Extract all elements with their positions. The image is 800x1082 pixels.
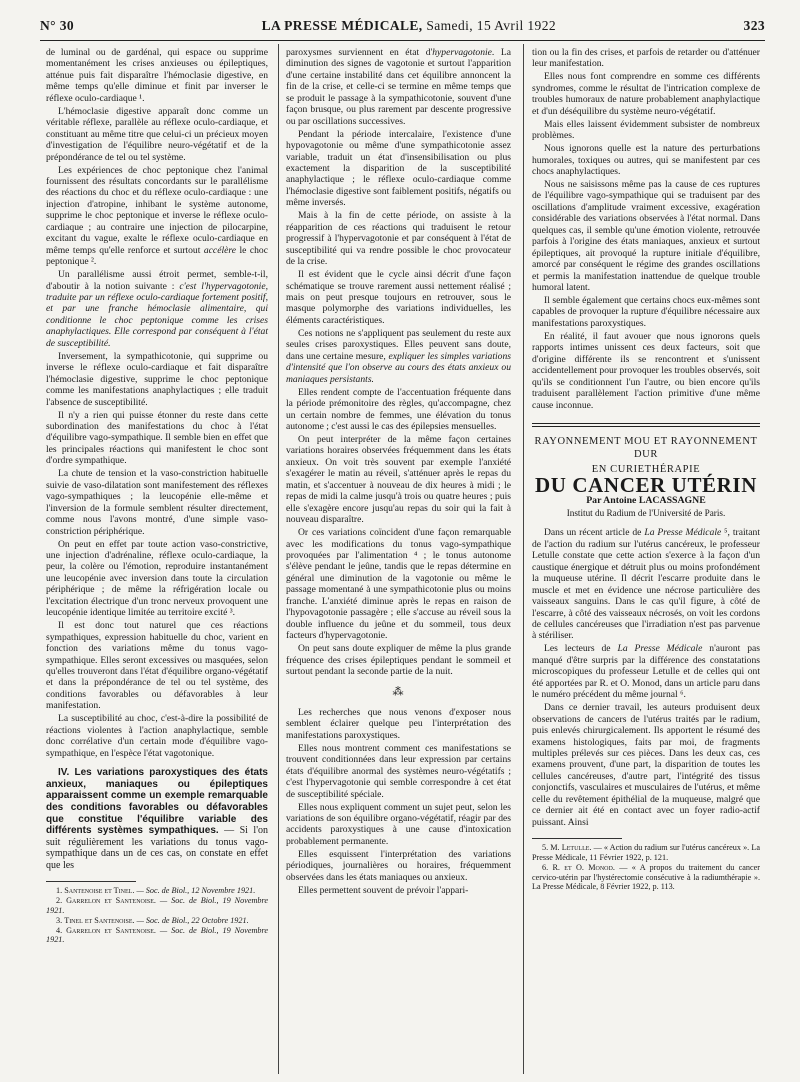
article-author: Par Antoine LACASSAGNE <box>586 495 706 506</box>
paragraph: Nous ne saisissons même pas la cause de ces ruptures de l'équilibre vago-sympathique qui se traduisent par des oscillations d'amplitude vraiment excessive, exagération considérable des variations observées à l'état normal. Dans quelques cas, il semble qu'une émotion violente, retrouvée parfois à l'origine des états maniaques, anxieux et surtout épileptiques, ait provoqué la rupture initiale d'équilibre, amorcé par conséquent le régime des grandes oscillations et permis la manifestation inattendue de quelque trouble humoral latent. <box>532 178 760 294</box>
footnote-rule <box>46 881 136 882</box>
column-divider <box>523 44 524 1074</box>
paragraph: On peut interpréter de la même façon certaines variations horaires observées fréquemment dans les états anxieux. On voit très souvent par exemple l'anxiété s'exagérer le matin au réveil, s'atténuer après le repas du matin, et s'accentuer à nouveau de dix heures à midi ; le repas de midi la calme jusqu'à trois ou quatre heures ; puis elle s'exagère encore jusqu'au repas du soir qui la fait à nouveau disparaître. <box>286 433 511 526</box>
footnote: 4. Garrelon et Santenoise. — Soc. de Biol., 19 Novembre 1921. <box>46 925 268 945</box>
paragraph: On peut sans doute expliquer de même la plus grande fréquence des crises épileptiques pendant le sommeil et surtout pendant la seconde partie de la nuit. <box>286 643 511 678</box>
paragraph: Il est donc tout naturel que ces réactions sympathiques, expression habituelle du choc, varient en fonction des variations même du tonus vago-sympathique. Elles seront excessives ou masquées, selon qu'elles trouveront dans l'état d'équilibre organo-végétatif et dans la prépondérance de tel ou tel système, des conditions favorables ou défavorables à leur manifestation. <box>46 620 268 712</box>
paragraph: Elles esquissent l'interprétation des variations périodiques, journalières ou horaires, fréquemment observées dans les états maniaques ou anxieux. <box>286 848 511 883</box>
footnote: 6. R. et O. Monod. — « A propos du traitement du cancer cervico-utérin par l'hystérectomie consécutive à la radiumthérapie ». La Presse Médicale, 8 Février 1922, p. 113. <box>532 862 760 892</box>
section-separator: ⁂ <box>392 686 405 699</box>
paragraph: Elles nous font comprendre en somme ces différents syndromes, comme le résultat de l'intrication complexe de troubles humoraux de nature probablement anaphylactique et d'un déséquilibre du système neuro-végétatif. <box>532 71 760 117</box>
paragraph: On peut en effet par toute action vaso-constrictive, une injection d'adrénaline, réflexe oculo-cardiaque, la peur, la colère ou l'émotion, reproduire instantanément une leucopénie avec inversion dans toute la circulation périphérique ; de même la réfrigération locale ou l'excitation électrique d'un tronc nerveux provoquent une leucopénie identique limitée au territoire excité ³. <box>46 538 268 619</box>
paragraph: En réalité, il faut avouer que nous ignorons quels rapports intimes unissent ces deux facteurs, soit que d'origine différente ils se rencontrent et s'unissent accidentellement pour provoquer les troubles observés, soit qu'ils se conditionnent l'un l'autre, ou bien encore qu'ils traduisent parallèlement l'action primitive d'une même cause inconnue. <box>532 330 760 411</box>
paragraph: Pendant la période intercalaire, l'existence d'une hypovagotonie ou même d'une sympathicotonie assez variable, traduit un état d'insensibilisation ou plus exactement la disparition de la susceptibilité anaphylactique ; le réflexe oculo-cardiaque comme l'hémoclasie digestive sont faiblement positifs, négatifs ou même inversés. <box>286 128 511 209</box>
section-heading: IV. Les variations paroxystiques des états anxieux, maniaques ou épileptiques apparaissent comme un exemple remarquable des conditions favorables ou défavorables que constitue l'équilibre variable des différents systèmes sympathiques. — Si l'on suit régulièrement les variations du tonus vago-sympathique dans un de ces cas, on constate en effet que les <box>46 767 268 871</box>
article-separator <box>532 423 760 427</box>
paragraph: Les recherches que nous venons d'exposer nous semblent éclairer quelque peu l'interprétation des manifestations paroxystiques. <box>286 706 511 741</box>
footnote-rule <box>532 838 622 839</box>
paragraph: Les expériences de choc peptonique chez l'animal fournissent des résultats concordants sur le parallélisme des réactions du choc et du réflexe oculo-cardiaque : une injection d'atropine, inhibant le système autonome, supprime le choc peptonique et inverse le réflexe oculo-cardiaque ; au contraire une injection de pilocarpine, excitant du vague, exalte le réflexe oculo-cardiaque en même temps qu'elle renforce et surtout accélère le choc peptonique ². <box>46 164 268 268</box>
author-institution: Institut du Radium de l'Université de Paris. <box>566 507 726 518</box>
journal-title <box>262 18 556 34</box>
paragraph: Mais elles laissent évidemment subsister de nombreux problèmes. <box>532 118 760 142</box>
paragraph: La susceptibilité au choc, c'est-à-dire la possibilité de réactions violentes à l'action anaphylactique, semble donc corrélative d'un certain mode d'équilibre vago-sympathique, en l'espèce l'état vagotonique. <box>46 713 268 759</box>
paragraph: Inversement, la sympathicotonie, qui supprime ou inverse le réflexe oculo-cardiaque et fait disparaître l'hémoclasie digestive, supprime le choc peptonique comme les manifestations anaphylactiques ; elle traduit l'absence de susceptibilité. <box>46 350 268 408</box>
article-title: DU CANCER UTÉRIN <box>535 472 757 497</box>
paragraph: Mais à la fin de cette période, on assiste à la réapparition de ces réactions qui traduisent le retour progressif à l'hypervagotonie et par conséquent à l'état de susceptibilité qui va rendre possible le choc provocateur de la crise. <box>286 210 511 268</box>
column-divider <box>278 44 279 1074</box>
article-subtitle: RAYONNEMENT MOU ET RAYONNEMENT DUR <box>534 436 758 461</box>
issue-date: Samedi, 15 Avril 1922 <box>426 18 557 33</box>
footnote: 3. Tinel et Santenoise. — Soc. de Biol., 22 Octobre 1921. <box>56 915 249 925</box>
paragraph: de luminal ou de gardénal, qui espace ou supprime momentanément les crises anxieuses ou épileptiques, atténue puis fait disparaître l'hémoclasie digestive, en même temps qu'elle diminue et finit par inverser le réflexe oculo-cardiaque ¹. <box>46 47 268 104</box>
paragraph: La chute de tension et la vaso-constriction habituelle suivie de vaso-dilatation sont manifestement des réflexes vago-sympathiques ; la leucopénie elle-même et l'inversion de la formule semblent résulter directement, comme nous l'avons montré, d'une simple vaso-constriction périphérique. <box>46 468 268 537</box>
page-number: 323 <box>743 18 765 33</box>
paragraph: Il semble également que certains chocs eux-mêmes sont capables de provoquer la rupture d'équilibre nécessaire aux manifestations paroxystiques. <box>532 295 760 329</box>
paragraph: Elles permettent souvent de prévoir l'appari- <box>298 884 469 896</box>
footnote: 2. Garrelon et Santenoise. — Soc. de Biol., 19 Novembre 1921. <box>46 896 268 916</box>
column-2 <box>286 47 511 898</box>
column-3 <box>532 47 760 892</box>
paragraph: paroxysmes surviennent en état d'hypervagotonie. La diminution des signes de vagotonie et surtout l'apparition d'une certaine instabilité dans cet équilibre annoncent la fin de la crise, et celle-ci se termine en même temps que se produit le passage à la sympathicotonie, souvent d'une façon brusque, ou plus rarement par descente progressive ou par oscillations successives. <box>286 47 511 127</box>
paragraph: Elles nous montrent comment ces manifestations se trouvent conditionnées dans leur expression par certains états d'équilibre anormal des systèmes neuro-végétatifs ; c'est l'hypervagotonie qui semble correspondre à cet état de susceptibilité spéciale. <box>286 742 511 800</box>
issue-number: N° 30 <box>40 18 75 33</box>
page-header <box>40 8 765 34</box>
article-subtitle: EN CURIETHÉRAPIE <box>591 463 701 475</box>
paragraph: Dans un récent article de La Presse Médicale ⁵, traitant de l'action du radium sur l'utérus cancéreux, le professeur Letulle constate que cette action s'exerce à la façon d'un caustique énergique et détruit plus ou moins profondément la muqueuse utérine. Il décrit l'escarre produite dans le muscle et met en évidence une nécrose particulière des vaisseaux sanguins. Dans le cas qu'il figure, à côté de l'escarre, à côté des vaisseaux nécrosés, on voit les cordons de cellules cancéreuses que l'irradiation n'est pas parvenue à stériliser. <box>532 527 760 642</box>
paragraph: Un parallélisme aussi étroit permet, semble-t-il, d'aboutir à la notion suivante : c'est l'hypervagotonie, traduite par un réflexe oculo-cardiaque fortement positif, et par une franche hémoclasie alimentaire, qui conditionne le choc peptonique comme les crises anaphylactiques. Elle correspond par conséquent à l'état de susceptibilité. <box>46 269 268 349</box>
paragraph: Il est évident que le cycle ainsi décrit d'une façon schématique se trouve rarement aussi nettement réalisé ; mais on peut presque toujours en retrouver, sous le masque polymorphe des variations individuelles, les éléments caractéristiques. <box>286 269 511 326</box>
paragraph: Elles nous expliquent comment un sujet peut, selon les variations de son équilibre organo-végétatif, réagir par des accidents paroxystiques à une cause d'intoxication probablement permanente. <box>286 801 511 847</box>
journal-name: LA PRESSE MÉDICALE, <box>261 18 423 33</box>
footnote: 5. M. Letulle. — « Action du radium sur l'utérus cancéreux ». La Presse Médicale, 11 Février 1922, p. 121. <box>532 843 760 862</box>
paragraph: Or ces variations coïncident d'une façon remarquable avec les modifications du tonus vago-sympathique provoquées par l'alimentation ⁴ ; le tonus autonome s'élève pendant le jeûne, tandis que le repas détermine en général une diminution de la vagotonie ou même le passage momentané à une sympathicotonie plus ou moins franche. L'anxiété diminue après le repas en raison de l'hypovagotonie passagère ; elle s'accuse au réveil sous la double influence du jeûne et du sommeil, tous deux facteurs d'hypervagotonie. <box>286 527 511 642</box>
header-rule <box>40 40 765 41</box>
paragraph: Il n'y a rien qui puisse étonner du reste dans cette subordination des manifestations du choc à l'état d'équilibre vago-sympathique. Il semble bien en effet que les principales réactions qui manifestent le choc sont d'ordre sympathique. <box>46 409 268 467</box>
paragraph: Nous ignorons quelle est la nature des perturbations humorales, toxiques ou autres, qui se manifestent par ces chocs anaphylactiques. <box>532 143 760 178</box>
paragraph: L'hémoclasie digestive apparaît donc comme un véritable réflexe, parallèle au réflexe oculo-cardiaque, et constituant au même titre que celui-ci un précieux moyen d'investigation de l'équilibre neuro-végétatif et de la prépondérance de tel ou tel système. <box>46 105 268 163</box>
footnote: 1. Santenoise et Tinel. — Soc. de Biol., 12 Novembre 1921. <box>56 886 256 896</box>
paragraph: Dans ce dernier travail, les auteurs produisent deux observations de cancers de l'utérus traités par le radium, puis enlevés chirurgicalement. Ils apportent le résumé des examens histologiques, faits par moi, de fragments multiples prélevés sur ces pièces. Dans les deux cas, ces examens prouvent, d'une part, la disparition de toutes les cellules cancéreuses, d'autre part, l'intégrité des tissus conjonctifs, vasculaires et musculaires de l'utérus, et même celle du revêtement épithélial de la muqueuse, malgré que ce dernier ait été en contact avec un foyer radio-actif puissant. Ainsi <box>532 702 760 828</box>
paragraph: Les lecteurs de La Presse Médicale n'auront pas manqué d'être surpris par la différence des constatations microscopiques du professeur Letulle et de celles qui ont été apportées par R. et O. Monod, dans un article paru dans le numéro précédent du même journal ⁶. <box>532 643 761 701</box>
paragraph: tion ou la fin des crises, et parfois de retarder ou d'atténuer leur manifestation. <box>532 47 760 70</box>
column-1 <box>46 47 268 945</box>
paragraph: Ces notions ne s'appliquent pas seulement du reste aux seules crises paroxystiques. Elles peuvent sans doute, dans une certaine mesure, expliquer les simples variations d'intensité que l'on observe au cours des états anxieux ou maniaques persistants. <box>286 327 511 385</box>
paragraph: Elles rendent compte de l'accentuation fréquente dans la période prémonitoire des règles, qu'accompagne, chez un certain nombre de femmes, une élévation du tonus autonome ; c'est aussi le cas des épilepsies mensuelles. <box>286 386 511 432</box>
